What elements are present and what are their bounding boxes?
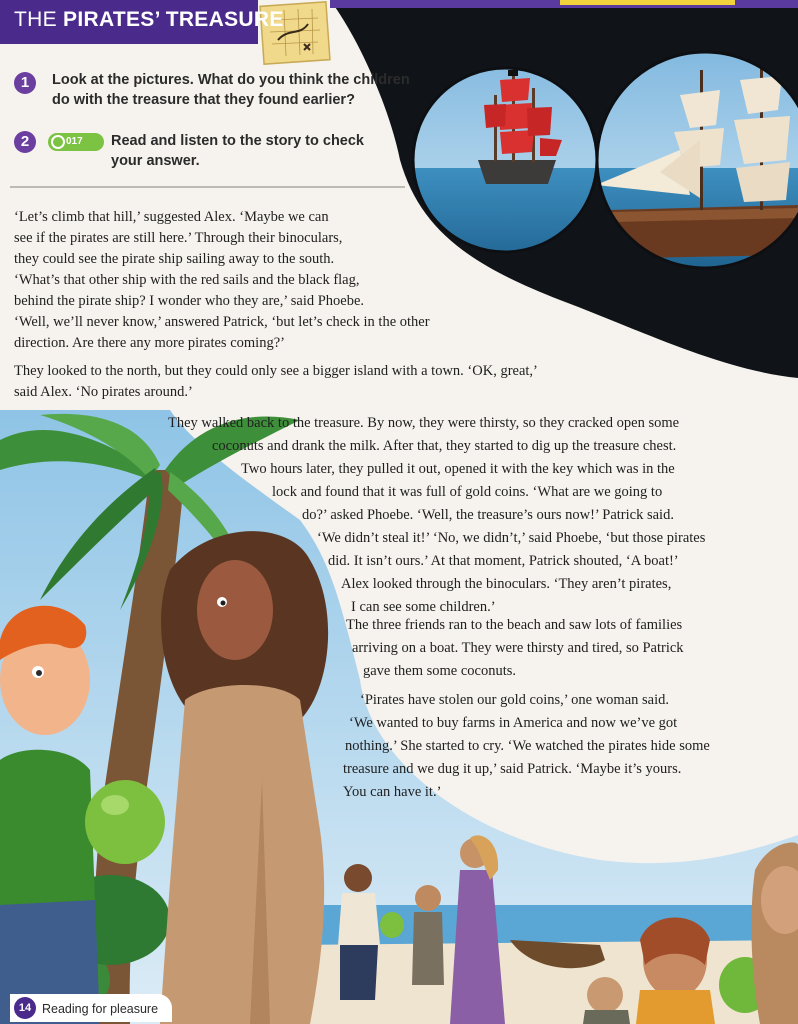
story-line: Two hours later, they pulled it out, opened it with the key which was in the: [241, 461, 675, 477]
audio-track-button[interactable]: [48, 133, 104, 151]
story-line: ‘Pirates have stolen our gold coins,’ one woman said.: [360, 692, 669, 708]
story-paragraph-2: [14, 361, 538, 403]
page-title-light: THE: [14, 8, 64, 31]
story-line: Alex looked through the binoculars. ‘They aren’t pirates,: [341, 576, 672, 592]
story-line: lock and found that it was full of gold coins. ‘What are we going to: [272, 484, 663, 500]
story-line: said Alex. ‘No pirates around.’: [14, 384, 193, 400]
step-1-line-2: do with the treasure that they found earlier?: [52, 92, 355, 108]
story-line: direction. Are there any more pirates coming?’: [14, 335, 285, 351]
story-line: ‘Well, we’ll never know,’ answered Patrick, ‘but let’s check in the other: [14, 314, 430, 330]
step-2-line-2: your answer.: [111, 153, 200, 169]
page-number: 14: [14, 997, 36, 1019]
story-line: They walked back to the treasure. By now, they were thirsty, so they cracked open some: [168, 415, 680, 431]
footer-section-label: Reading for pleasure: [42, 1002, 159, 1016]
story-line: they could see the pirate ship sailing away to the south.: [14, 251, 335, 267]
story-line: ‘We didn’t steal it!’ ‘No, we didn’t,’ said Phoebe, ‘but those pirates: [317, 530, 706, 546]
audio-track-number: 017: [66, 136, 83, 147]
step-2-number: 2: [14, 131, 36, 153]
story-line: The three friends ran to the beach and saw lots of families: [346, 617, 683, 633]
story-line: ‘Let’s climb that hill,’ suggested Alex. ‘Maybe we can: [14, 209, 329, 225]
step-2-text: [111, 131, 364, 171]
story-line: behind the pirate ship? I wonder who they are,’ said Phoebe.: [14, 293, 365, 309]
story-line: do?’ asked Phoebe. ‘Well, the treasure’s ours now!’ Patrick said.: [302, 507, 674, 523]
story-paragraph-1: [14, 207, 430, 354]
step-1-line-1: Look at the pictures. What do you think the children: [52, 72, 410, 88]
story-line: ‘We wanted to buy farms in America and now we’ve got: [349, 715, 678, 731]
story-line: You can have it.’: [343, 784, 442, 800]
story-line: gave them some coconuts.: [363, 663, 517, 679]
story-line: nothing.’ She started to cry. ‘We watched the pirates hide some: [345, 738, 710, 754]
page-title: [14, 8, 284, 32]
story-line: arriving on a boat. They were thirsty and tired, so Patrick: [352, 640, 684, 656]
story-line: I can see some children.’: [351, 599, 496, 615]
step-2-line-1: Read and listen to the story to check: [111, 133, 364, 149]
step-1-text: [52, 70, 410, 110]
header-bar: [0, 0, 284, 44]
step-1-number: 1: [14, 72, 36, 94]
headphones-icon: [51, 135, 65, 149]
story-line: ‘What’s that other ship with the red sails and the black flag,: [14, 272, 360, 288]
story-line: did. It isn’t ours.’ At that moment, Patrick shouted, ‘A boat!’: [328, 553, 679, 569]
story-line: treasure and we dug it up,’ said Patrick. ‘Maybe it’s yours.: [343, 761, 682, 777]
section-divider: [10, 186, 405, 188]
page-title-bold: PIRATES’ TREASURE: [63, 8, 284, 31]
boy-patrick: [0, 606, 100, 1024]
story-line: They looked to the north, but they could only see a bigger island with a town. ‘OK, great,’: [14, 363, 538, 379]
story-line: coconuts and drank the milk. After that, they started to dig up the treasure chest.: [212, 438, 677, 454]
girl-phoebe: [160, 531, 328, 1024]
story-line: see if the pirates are still here.’ Through their binoculars,: [14, 230, 343, 246]
